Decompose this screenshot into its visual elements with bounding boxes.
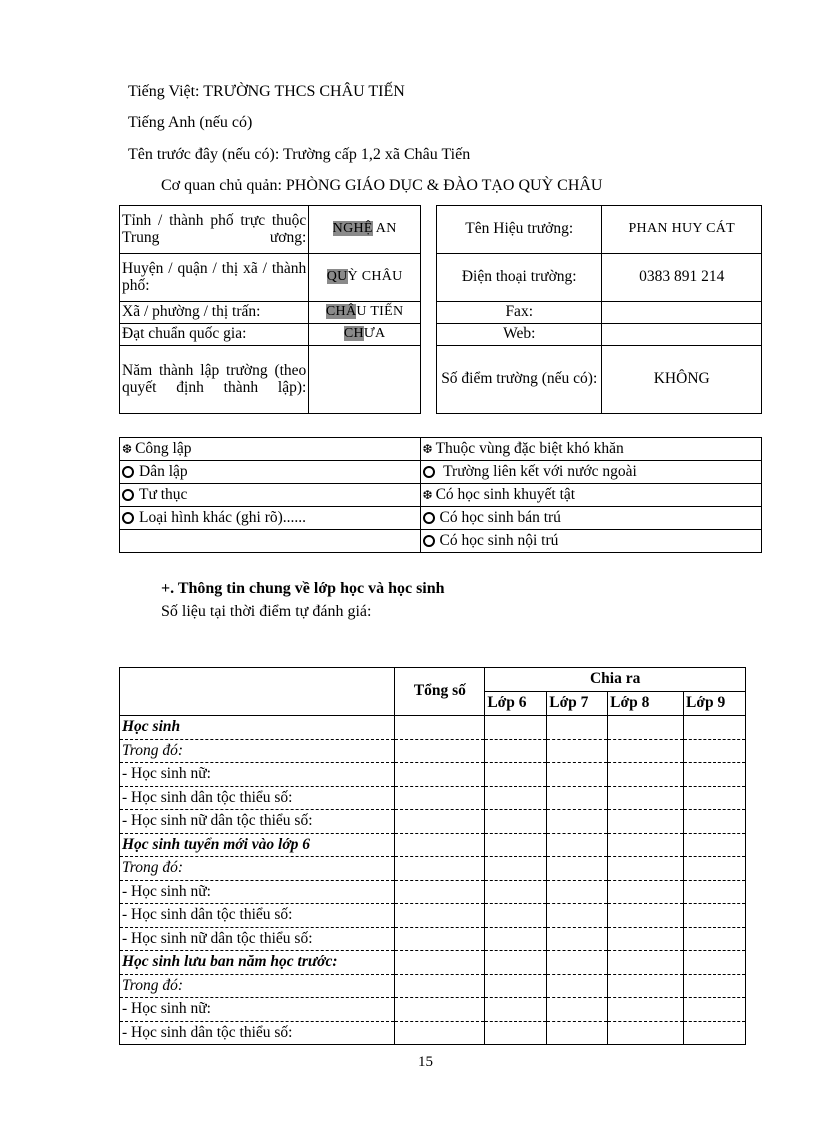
data-cell — [395, 763, 485, 787]
standard-value — [309, 324, 421, 346]
data-cell — [395, 904, 485, 928]
data-cell — [608, 904, 684, 928]
option-row — [120, 507, 762, 530]
option-label: Thuộc vùng đặc biệt khó khăn — [435, 439, 624, 457]
table-row — [120, 857, 746, 881]
option-label: Có học sinh bán trú — [439, 508, 561, 526]
data-cell — [485, 786, 547, 810]
data-cell — [608, 739, 684, 763]
data-cell — [547, 833, 608, 857]
data-cell — [684, 810, 746, 834]
circle-icon — [423, 512, 435, 524]
district-value-highlight: QU — [326, 269, 348, 285]
total-header: Tổng số — [395, 668, 485, 716]
principal-value: PHAN HUY CÁT — [602, 206, 762, 254]
data-cell — [684, 904, 746, 928]
table-row — [120, 716, 746, 740]
sites-label: Số điểm trường (nếu có): — [437, 346, 602, 414]
snowflake-icon: ❆ — [122, 441, 133, 456]
row-label: - Học sinh nữ: — [120, 763, 395, 787]
standard-label: Đạt chuẩn quốc gia: — [120, 324, 309, 346]
row-label: - Học sinh dân tộc thiểu số: — [120, 1021, 395, 1045]
row-label: Trong đó: — [120, 739, 395, 763]
row-label: - Học sinh nữ: — [120, 998, 395, 1022]
founded-label: Năm thành lập trường (theo quyết định thành lập): — [120, 346, 309, 414]
table-row — [120, 974, 746, 998]
data-cell — [395, 1021, 485, 1045]
circle-icon — [122, 489, 134, 501]
table-row — [120, 810, 746, 834]
data-cell — [395, 927, 485, 951]
data-cell — [395, 716, 485, 740]
commune-value-highlight: CHÂ — [325, 304, 357, 320]
data-cell — [684, 927, 746, 951]
data-cell — [684, 716, 746, 740]
data-cell — [608, 880, 684, 904]
option-label: Có học sinh nội trú — [439, 531, 559, 549]
snowflake-icon: ❆ — [422, 441, 433, 456]
table-row — [120, 1021, 746, 1045]
data-cell — [485, 857, 547, 881]
circle-icon — [122, 512, 134, 524]
data-cell — [608, 974, 684, 998]
data-cell — [684, 739, 746, 763]
data-cell — [608, 1021, 684, 1045]
option-right-cell — [420, 530, 761, 553]
data-cell — [547, 904, 608, 928]
option-left-cell — [120, 484, 421, 507]
data-cell — [608, 833, 684, 857]
circle-icon — [423, 535, 435, 547]
province-label: Tỉnh / thành phố trực thuộc Trung ương: — [120, 206, 309, 254]
data-cell — [485, 739, 547, 763]
school-contact-table — [436, 205, 762, 414]
district-value-rest: Ỳ CHÂU — [347, 269, 403, 285]
option-left-cell — [120, 507, 421, 530]
table-row — [120, 951, 746, 975]
data-cell — [485, 904, 547, 928]
sites-value: KHÔNG — [602, 346, 762, 414]
district-value — [309, 254, 421, 302]
data-cell — [608, 857, 684, 881]
data-cell — [485, 974, 547, 998]
table-row — [120, 904, 746, 928]
row-label: Trong đó: — [120, 857, 395, 881]
data-cell — [485, 810, 547, 834]
table-row — [120, 786, 746, 810]
data-cell — [547, 739, 608, 763]
data-cell — [684, 998, 746, 1022]
school-location-table — [119, 205, 421, 414]
data-cell — [684, 951, 746, 975]
data-cell — [547, 857, 608, 881]
standard-value-highlight: CH — [343, 326, 364, 342]
table-row — [120, 998, 746, 1022]
web-label: Web: — [437, 324, 602, 346]
option-right-cell — [420, 507, 761, 530]
option-label: Có học sinh khuyết tật — [435, 485, 576, 503]
section-title: +. Thông tin chung về lớp học và học sinh — [161, 580, 445, 597]
data-cell — [395, 857, 485, 881]
data-cell — [547, 927, 608, 951]
option-row — [120, 530, 762, 553]
data-cell — [547, 1021, 608, 1045]
data-cell — [608, 951, 684, 975]
section-subtitle: Số liệu tại thời điểm tự đánh giá: — [161, 603, 372, 620]
data-cell — [395, 998, 485, 1022]
data-cell — [684, 833, 746, 857]
row-label: - Học sinh nữ: — [120, 880, 395, 904]
option-label: Tư thục — [139, 485, 188, 503]
data-cell — [684, 786, 746, 810]
table-row — [120, 763, 746, 787]
option-left-cell — [120, 530, 421, 553]
option-left-cell — [120, 438, 421, 461]
class-student-table — [119, 667, 746, 1045]
option-label: Công lập — [135, 439, 192, 457]
page-number: 15 — [418, 1054, 433, 1070]
data-cell — [395, 739, 485, 763]
school-name-english: Tiếng Anh (nếu có) — [128, 114, 253, 131]
data-cell — [684, 763, 746, 787]
split-header: Chia ra — [485, 668, 746, 692]
table-row — [120, 833, 746, 857]
data-cell — [395, 810, 485, 834]
principal-label: Tên Hiệu trưởng: — [437, 206, 602, 254]
school-former-name: Tên trước đây (nếu có): Trường cấp 1,2 xã Châu Tiến — [128, 146, 471, 163]
district-label: Huyện / quận / thị xã / thành phố: — [120, 254, 309, 302]
data-cell — [395, 951, 485, 975]
option-label: Trường liên kết với nước ngoài — [439, 462, 637, 480]
row-label: Trong đó: — [120, 974, 395, 998]
grade-header: Lớp 8 — [608, 692, 684, 716]
data-cell — [684, 880, 746, 904]
data-cell — [547, 763, 608, 787]
grade-header: Lớp 7 — [547, 692, 608, 716]
option-right-cell — [420, 438, 761, 461]
option-right-cell — [420, 484, 761, 507]
data-cell — [485, 951, 547, 975]
data-cell — [485, 763, 547, 787]
data-cell — [684, 1021, 746, 1045]
province-value-rest: AN — [372, 221, 397, 237]
row-label: Học sinh lưu ban năm học trước: — [120, 951, 395, 975]
standard-value-rest: ƯA — [363, 326, 386, 342]
row-label: - Học sinh nữ dân tộc thiểu số: — [120, 810, 395, 834]
data-cell — [485, 927, 547, 951]
data-cell — [485, 1021, 547, 1045]
data-cell — [485, 880, 547, 904]
commune-value-rest: U TIẾN — [356, 304, 404, 320]
phone-label: Điện thoại trường: — [437, 254, 602, 302]
data-cell — [395, 786, 485, 810]
school-name-vietnamese: Tiếng Việt: TRƯỜNG THCS CHÂU TIẾN — [128, 83, 405, 100]
data-cell — [485, 716, 547, 740]
table-row — [120, 880, 746, 904]
data-cell — [395, 880, 485, 904]
data-cell — [395, 974, 485, 998]
data-cell — [547, 998, 608, 1022]
commune-value — [309, 302, 421, 324]
data-cell — [608, 763, 684, 787]
circle-icon — [122, 466, 134, 478]
option-right-cell — [420, 461, 761, 484]
data-cell — [547, 786, 608, 810]
row-label: Học sinh — [120, 716, 395, 740]
snowflake-icon: ❆ — [422, 487, 433, 502]
data-cell — [608, 998, 684, 1022]
fax-label: Fax: — [437, 302, 602, 324]
circle-icon — [423, 466, 435, 478]
data-cell — [684, 857, 746, 881]
phone-value: 0383 891 214 — [602, 254, 762, 302]
row-label: - Học sinh dân tộc thiểu số: — [120, 786, 395, 810]
web-value — [602, 324, 762, 346]
row-label: - Học sinh nữ dân tộc thiểu số: — [120, 927, 395, 951]
data-cell — [395, 833, 485, 857]
data-cell — [608, 716, 684, 740]
fax-value — [602, 302, 762, 324]
governing-agency: Cơ quan chủ quản: PHÒNG GIÁO DỤC & ĐÀO TẠO QUỲ CHÂU — [161, 177, 603, 194]
option-row — [120, 438, 762, 461]
table-row — [120, 739, 746, 763]
province-value-highlight: NGHỆ — [332, 221, 373, 237]
row-label: Học sinh tuyển mới vào lớp 6 — [120, 833, 395, 857]
option-label: Dân lập — [139, 462, 188, 480]
data-cell — [547, 716, 608, 740]
data-cell — [485, 833, 547, 857]
data-cell — [608, 810, 684, 834]
data-cell — [684, 974, 746, 998]
province-value — [309, 206, 421, 254]
data-cell — [547, 974, 608, 998]
school-type-options-table — [119, 437, 762, 553]
commune-label: Xã / phường / thị trấn: — [120, 302, 309, 324]
option-row — [120, 461, 762, 484]
grade-header: Lớp 6 — [485, 692, 547, 716]
option-row — [120, 484, 762, 507]
founded-value — [309, 346, 421, 414]
row-label-header — [120, 668, 395, 716]
row-label: - Học sinh dân tộc thiểu số: — [120, 904, 395, 928]
table-row — [120, 927, 746, 951]
data-cell — [547, 880, 608, 904]
data-cell — [485, 998, 547, 1022]
data-cell — [547, 951, 608, 975]
option-left-cell — [120, 461, 421, 484]
grade-header: Lớp 9 — [684, 692, 746, 716]
data-cell — [547, 810, 608, 834]
data-cell — [608, 927, 684, 951]
option-label: Loại hình khác (ghi rõ)...... — [139, 508, 307, 526]
data-cell — [608, 786, 684, 810]
